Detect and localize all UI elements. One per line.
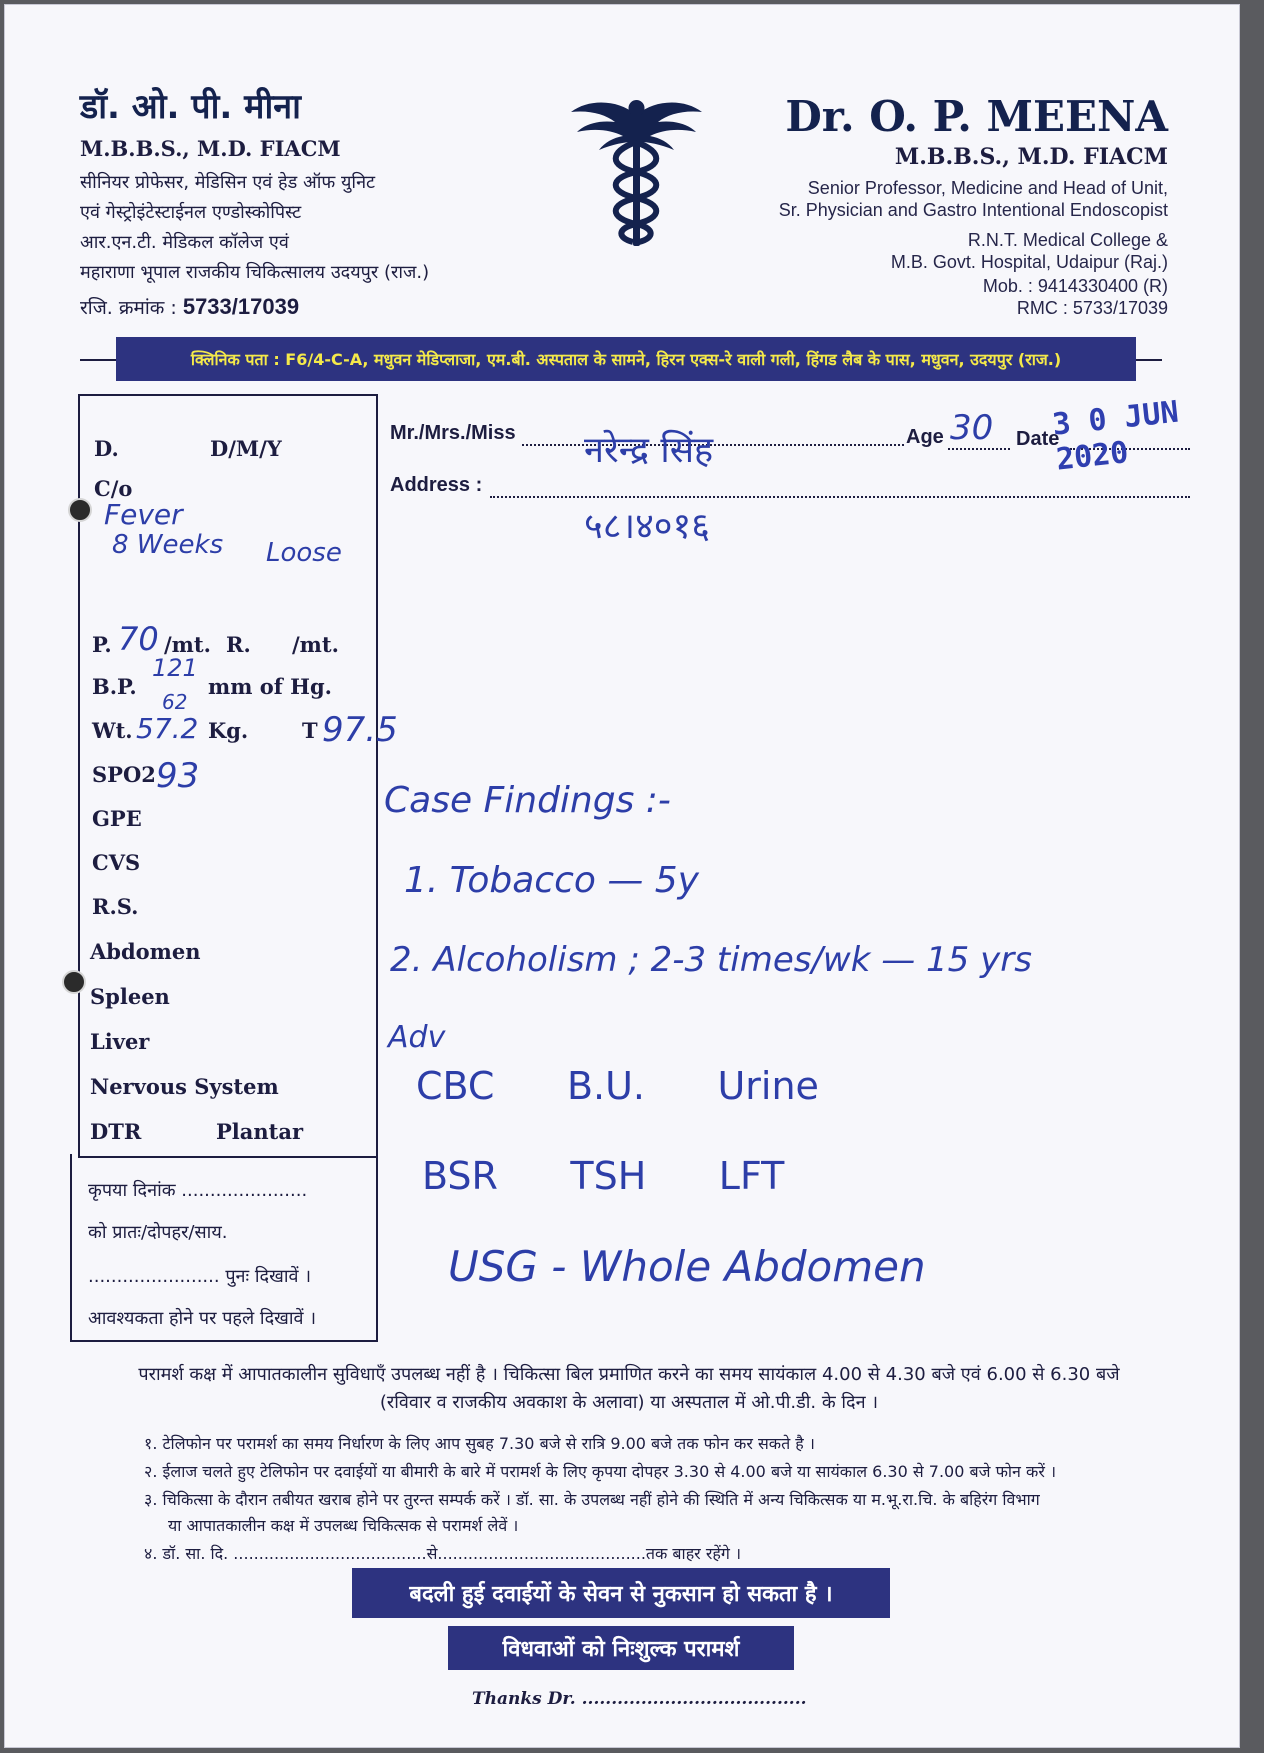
footnote-item: या आपातकालीन कक्ष में उपलब्ध चिकित्सक से परामर्श लेवें । (168, 1516, 519, 1535)
binder-hole-icon (62, 970, 86, 994)
hindi-designation-line: महाराणा भूपाल राजकीय चिकित्सालय उदयपुर (राज.) (80, 262, 430, 283)
bp-diastolic: 62 (162, 690, 188, 714)
footnote-item: २. ईलाज चलते हुए टेलिफोन पर दवाईयों या बीमारी के बारे में परामर्श के लिए कृपया दोपहर 3.30 से 4.00 बजे या सायंकाल 6.30 से 7.00 बजे फोन करें । (144, 1462, 1057, 1481)
d-label: D. (94, 436, 119, 461)
date-stamp: 3 0 JUN 2020 (1050, 394, 1181, 478)
thanks-line: Thanks Dr. ...................................... (472, 1689, 807, 1709)
dmy-label: D/M/Y (210, 436, 282, 461)
pulse-value: 70 (118, 620, 159, 658)
followup-time-line: को प्रातः/दोपहर/साय. (88, 1222, 228, 1243)
mobile-number: Mob. : 9414330400 (R) (982, 276, 1168, 296)
weight-unit: Kg. (208, 718, 249, 743)
exam-spleen: Spleen (90, 984, 170, 1009)
binder-hole-icon (68, 498, 92, 522)
pulse-unit: /mt. (164, 632, 211, 657)
registration-value: 5733/17039 (182, 294, 300, 319)
rmc-number: RMC : 5733/17039 (1016, 298, 1168, 318)
exam-abdomen: Abdomen (90, 939, 201, 964)
investigation-note: BSR TSH LFT (422, 1154, 785, 1198)
date-label: Date (1016, 428, 1060, 450)
doctor-degree-hindi-side: M.B.B.S., M.D. FIACM (80, 136, 341, 161)
weight-label: Wt. (92, 718, 133, 743)
age-value: 30 (950, 408, 994, 448)
patient-name-value: नरेन्द्र सिंह (584, 430, 714, 471)
clinical-note: 2. Alcoholism ; 2-3 times/wk — 15 yrs (390, 940, 1032, 980)
exam-liver: Liver (90, 1029, 150, 1054)
followup-date-line: कृपया दिनांक ...................... (88, 1180, 308, 1201)
english-designation-line: Senior Professor, Medicine and Head of Unit, (807, 178, 1168, 198)
exam-nervous-system: Nervous System (90, 1074, 279, 1099)
widow-consult-banner: विधवाओं को निःशुल्क परामर्श (448, 1626, 794, 1670)
registration-label: रजि. क्रमांक : (80, 297, 177, 319)
footnote-item: १. टेलिफोन पर परामर्श का समय निर्धारण के लिए आप सुबह 7.30 बजे से रात्रि 9.00 बजे तक फोन कर सकते है । (144, 1434, 815, 1453)
plantar-label: Plantar (216, 1119, 304, 1144)
followup-show-line: ....................... पुनः दिखावें । (88, 1266, 312, 1287)
complaint-handwriting: Loose (266, 538, 342, 568)
english-designation-line: Sr. Physician and Gastro Intentional Endoscopist (778, 200, 1168, 220)
hindi-designation-line: सीनियर प्रोफेसर, मेडिसिन एवं हेड ऑफ युनिट (80, 172, 376, 193)
footnote-item: ३. चिकित्सा के दौरान तबीयत खराब होने पर तुरन्त सम्पर्क करें । डॉ. सा. के उपलब्ध नहीं होने की स्थिति में अन्य चिकित्सक या म.भू.रा.चि. के बहिरंग विभाग (144, 1490, 1040, 1509)
prescription-sheet (4, 4, 1240, 1748)
warning-banner: बदली हुई दवाईयों के सेवन से नुकसान हो सकता है । (352, 1568, 890, 1618)
address-label: Address : (390, 474, 483, 496)
investigation-note: CBC B.U. Urine (416, 1064, 819, 1108)
hindi-designation-line: आर.एन.टी. मेडिकल कॉलेज एवं (80, 232, 289, 253)
spo2-value: 93 (156, 756, 200, 796)
address-line (490, 496, 1190, 498)
dtr-label: DTR (90, 1119, 142, 1144)
address-value: ५८।४०१६ (584, 506, 710, 547)
clinical-note: 1. Tobacco — 5y (404, 860, 699, 901)
clinical-note: Case Findings :- (384, 780, 671, 821)
doctor-name-hindi: डॉ. ओ. पी. मीना (80, 87, 301, 127)
hindi-designation-line: एवं गेस्ट्रोइंटेस्टाईनल एण्डोस्कोपिस्ट (80, 202, 302, 223)
resp-unit: /mt. (292, 632, 339, 657)
pulse-label: P. (92, 632, 112, 657)
resp-label: R. (226, 632, 251, 657)
complaint-handwriting: Fever (104, 498, 183, 531)
co-label: C/o (94, 476, 133, 501)
notice-line: परामर्श कक्ष में आपातकालीन सुविधाएँ उपलब्ध नहीं है । चिकित्सा बिल प्रमाणित करने का समय सायंकाल 4.00 से 4.30 बजे एवं 6.00 से 6.30 बजे (138, 1364, 1120, 1385)
english-hospital-line: M.B. Govt. Hospital, Udaipur (Raj.) (890, 252, 1168, 272)
bp-unit: mm of Hg. (208, 674, 332, 699)
exam-gpe: GPE (92, 806, 142, 831)
age-label: Age (906, 426, 944, 448)
bp-label: B.P. (92, 674, 137, 699)
patient-name-label: Mr./Mrs./Miss (390, 422, 516, 444)
temp-label: T (302, 718, 318, 743)
notice-line: (रविवार व राजकीय अवकाश के अलावा) या अस्पताल में ओ.पी.डी. के दिन । (379, 1392, 879, 1413)
doctor-name-english: Dr. O. P. MEENA (785, 92, 1168, 141)
registration-number (80, 294, 299, 320)
doctor-degree-english: M.B.B.S., M.D. FIACM (894, 144, 1168, 170)
complaint-handwriting: 8 Weeks (112, 530, 224, 560)
caduceus-icon (569, 94, 704, 249)
footnote-item: ४. डॉ. सा. दि. ......................................से.........................................तक बाहर रहेंगे । (144, 1544, 742, 1563)
weight-value: 57.2 (136, 712, 199, 745)
temp-value: 97.5 (322, 710, 398, 750)
exam-rs: R.S. (92, 894, 139, 919)
clinical-note: Adv (388, 1020, 446, 1055)
spo2-label: SPO2 (92, 762, 156, 787)
investigation-note: USG - Whole Abdomen (448, 1242, 926, 1291)
bp-systolic: 121 (152, 654, 198, 682)
followup-early-line: आवश्यकता होने पर पहले दिखावें । (88, 1308, 317, 1329)
english-college-line: R.N.T. Medical College & (967, 230, 1168, 250)
age-line (948, 448, 1010, 450)
exam-cvs: CVS (92, 850, 141, 875)
clinic-address-banner: क्लिनिक पता : F6/4-C-A, मधुवन मेडिप्लाजा, एम.बी. अस्पताल के सामने, हिरन एक्स-रे वाली गली, हिंगड लैब के पास, मधुवन, उदयपुर (राज.) (116, 337, 1136, 381)
